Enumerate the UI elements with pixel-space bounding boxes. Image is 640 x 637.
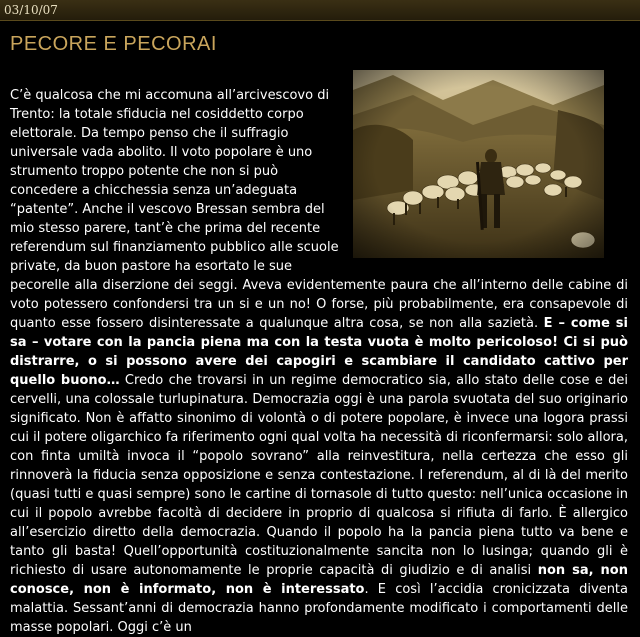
body-line: mio stesso parere, tant’è che prima del recente bbox=[10, 221, 321, 236]
post-body bbox=[10, 86, 628, 637]
post-date: 03/10/07 bbox=[4, 3, 58, 17]
body-line: universale vada abolito. Il voto popolare è uno bbox=[10, 145, 313, 160]
paragraph-middle: Credo che trovarsi in un regime democratico sia, allo stato delle cose e dei cervelli, una colossale turlupinatura. Democrazia oggi è una parola svuotata del suo originario significato. Non è affatto sinonimo di volontà o di potere popolare, è invece una logora prassi cui il potere oligarchico fa riferimento ogni qual volta ha necessità di riconfermarsi: solo allora, con finta umiltà invoca il “popolo sovrano” alla reinvestitura, nella certezza che esso gli rinnoverà la fiducia senza opposizione e senza contestazione. I referendum, al di là del merito (quasi tutti e quasi sempre) sono le cartine di tornasole di tutto questo: nell’unica occasione in cui il popolo avrebbe facoltà di decidere in proprio di qualcosa si rifiuta di farlo. È allergico all’esercizio diretto della democrazia. Quando il popolo ha la pancia piena tutto va bene e tanto gli basta! Quell’opportunità costituzionalmente sancita non lo lusinga; quando gli è richiesto di usare autonomamente le proprie capacità di giudizio e di analisi bbox=[10, 373, 628, 578]
body-paragraph bbox=[10, 276, 628, 637]
body-line: “patente”. Anche il vescovo Bressan sembra del bbox=[10, 202, 325, 217]
body-line: strumento troppo potente che non si può bbox=[10, 164, 279, 179]
bold-quote: E – come si sa – votare con la pancia piena ma con la testa vuota è molto pericoloso! Ci si può distrarre, o si possono avere dei capogiri e scambiare il candidato cattivo per quello buono… bbox=[10, 316, 628, 388]
post-title[interactable]: PECORE E PECORAI bbox=[10, 33, 217, 55]
body-line: referendum sul finanziamento pubblico alle scuole bbox=[10, 240, 339, 255]
body-line: concedere a chicchessia senza un’adeguata bbox=[10, 183, 298, 198]
date-bar bbox=[0, 0, 640, 21]
paragraph-end: . E così l’accidia cronicizzata diventa malattia. Sessant’anni di democrazia hanno profondamente modificato i comportamenti delle masse popolari. Oggi c’è un bbox=[10, 582, 628, 635]
body-line: Trento: la totale sfiducia nel cosiddetto corpo bbox=[10, 107, 304, 122]
paragraph-start: pecorelle alla diserzione dei seggi. Aveva evidentemente paura che all’interno delle cabine di voto potessero confondersi tra un si e un no! O forse, più probabilmente, era consapevole di quanto esse fossero disinteressate a qualunque altra cosa, se non alla sazietà. bbox=[10, 278, 628, 331]
body-line: private, da buon pastore ha esortato le sue bbox=[10, 259, 293, 274]
body-line: C’è qualcosa che mi accomuna all’arcivescovo di bbox=[10, 88, 330, 103]
bold-phrase: non sa, non conosce, non è informato, non è interessato bbox=[10, 563, 628, 597]
body-line: elettorale. Da tempo penso che il suffragio bbox=[10, 126, 289, 141]
